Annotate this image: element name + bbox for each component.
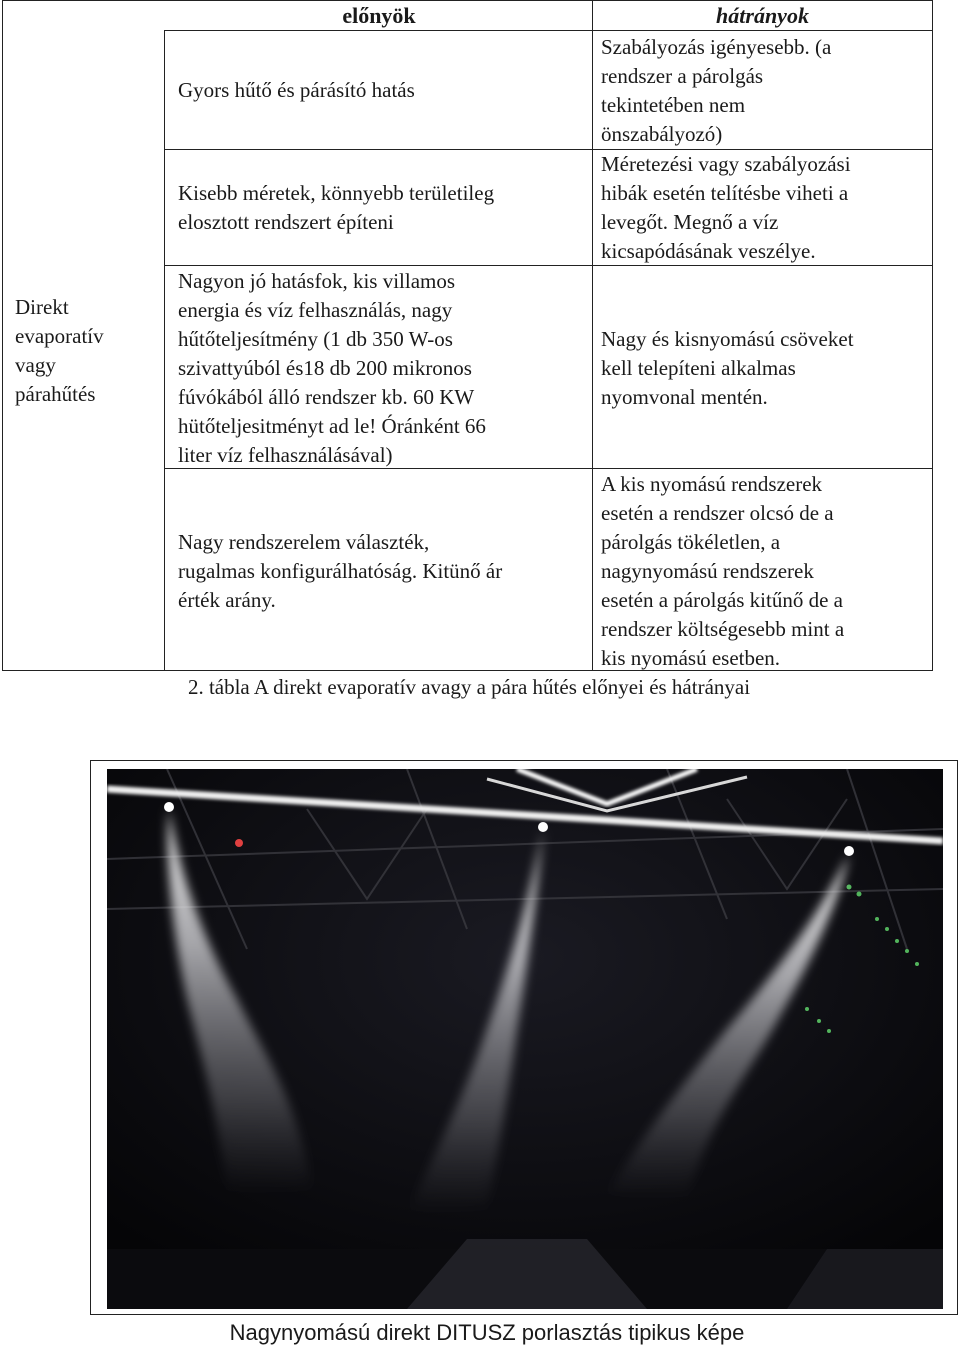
figure-caption: Nagynyomású direkt DITUSZ porlasztás tipikus képe [229,1320,745,1345]
advantage-cell [178,528,588,615]
row-label-line: párahűtés [15,382,96,406]
disadvantage-line: Szabályozás igényesebb. (a [601,35,832,59]
mist-spray-photo [107,769,943,1309]
advantage-cell [178,267,588,470]
advantage-line: hűtőteljesítmény (1 db 350 W-os [178,327,453,351]
advantage-line: érték arány. [178,588,276,612]
advantage-line: Gyors hűtő és párásító hatás [178,78,415,102]
row-label-line: vagy [15,353,56,377]
disadvantage-cell [601,150,926,266]
disadvantage-cell [601,33,926,149]
row-label [15,293,155,409]
divider-col-2 [592,1,593,671]
advantage-line: elosztott rendszert építeni [178,210,394,234]
advantage-line: Nagyon jó hatásfok, kis villamos [178,269,456,293]
advantage-line: hütőteljesitményt ad le! Óránként 66 [178,414,486,438]
disadvantage-line: rendszer a párolgás [601,64,764,88]
disadvantage-cell [601,325,926,412]
disadvantage-line: nyomvonal mentén. [601,385,768,409]
disadvantage-line: Nagy és kisnyomású csöveket [601,327,854,351]
row-label-line: evaporatív [15,324,104,348]
table-caption: 2. tábla A direkt evaporatív avagy a pára hűtés előnyei és hátrányai [187,675,751,699]
divider-col-1 [164,31,165,671]
disadvantage-line: önszabályozó) [601,122,723,146]
advantage-line: rugalmas konfigurálhatóság. Kitünő ár [178,559,503,583]
advantage-line: szivattyúból és18 db 200 mikronos [178,356,472,380]
disadvantage-line: rendszer költségesebb mint a [601,617,845,641]
disadvantage-line: kicsapódásának veszélye. [601,239,816,263]
disadvantage-line: Méretezési vagy szabályozási [601,152,851,176]
advantage-line: liter víz felhasználásával) [178,443,393,467]
disadvantage-line: A kis nyomású rendszerek [601,472,823,496]
disadvantage-line: hibák esetén telítésbe viheti a [601,181,849,205]
advantage-line: Kisebb méretek, könnyebb területileg [178,181,495,205]
divider-header [164,30,932,31]
advantage-line: Nagy rendszerelem választék, [178,530,430,554]
header-advantages: előnyök [342,3,416,28]
disadvantage-line: nagynyomású rendszerek [601,559,814,583]
disadvantage-line: esetén a rendszer olcsó de a [601,501,834,525]
disadvantage-line: kell telepíteni alkalmas [601,356,796,380]
disadvantage-line: levegőt. Megnő a víz [601,210,779,234]
header-disadvantages: hátrányok [716,3,809,28]
advantage-line: fúvókából álló rendszer kb. 60 KW [178,385,475,409]
advantage-line: energia és víz felhasználás, nagy [178,298,453,322]
comparison-table [2,0,933,671]
advantage-cell [178,179,588,237]
disadvantage-line: esetén a párolgás kitűnő de a [601,588,843,612]
advantage-cell [178,76,588,105]
photo-frame [90,760,958,1315]
row-label-line: Direkt [15,295,69,319]
disadvantage-cell [601,470,926,673]
disadvantage-line: tekintetében nem [601,93,746,117]
disadvantage-line: kis nyomású esetben. [601,646,781,670]
disadvantage-line: párolgás tökéletlen, a [601,530,781,554]
